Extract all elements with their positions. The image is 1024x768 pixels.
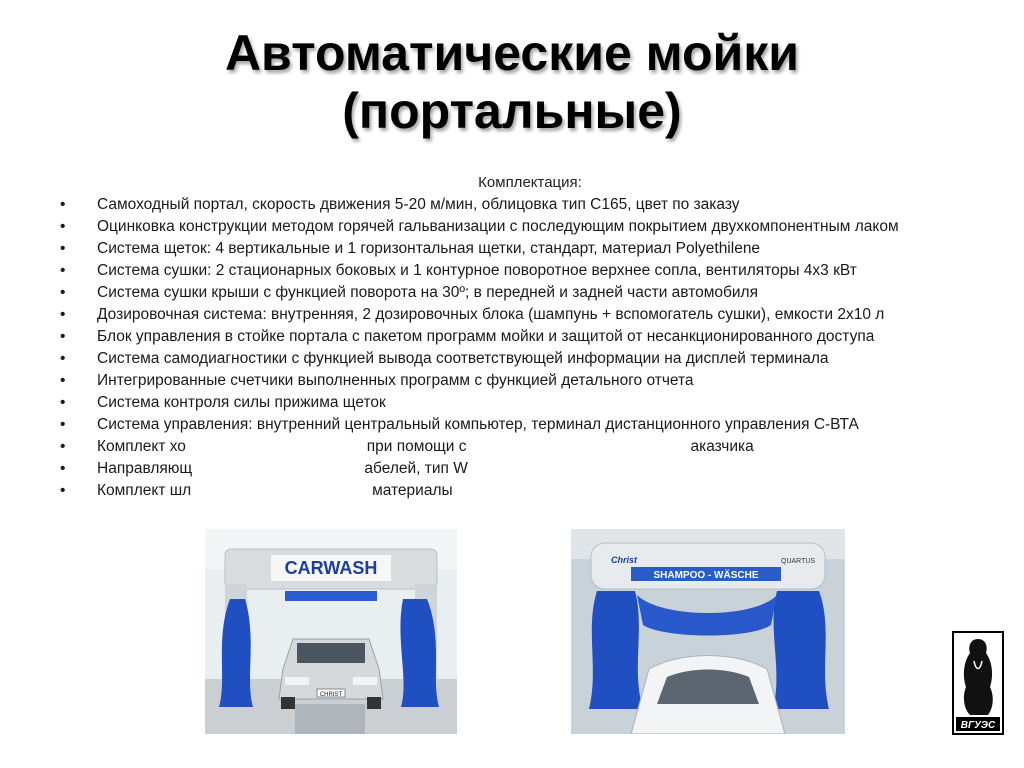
spec-item-text: Система самодиагностики с функцией вывода соответствующей информации на дисплей терминала (97, 350, 829, 367)
spec-item (56, 284, 966, 301)
bullet-icon: • (60, 438, 66, 455)
bullet-icon: • (60, 460, 66, 477)
spec-list (56, 196, 966, 504)
spec-item (56, 438, 966, 455)
spec-item-text: Самоходный портал, скорость движения 5-20 м/мин, облицовка тип С165, цвет по заказу (97, 196, 740, 213)
spec-item-text: Блок управления в стойке портала с пакетом программ мойки и защитой от несанкционированного доступа (97, 328, 875, 345)
spec-item-text: Дозировочная система: внутренняя, 2 дозировочных блока (шампунь + вспомогатель сушки), емкости 2х10 л (97, 306, 885, 323)
spec-item-text: Система контроля силы прижима щеток (97, 394, 386, 411)
carwash-sign: CARWASH (284, 558, 378, 578)
spec-item-text: Система щеток: 4 вертикальные и 1 горизонтальная щетки, стандарт, материал Polyethilene (97, 240, 761, 257)
title-line-2: (портальные) (342, 83, 682, 139)
spec-item (56, 196, 966, 213)
bullet-icon: • (60, 350, 66, 367)
subtitle: Комплектация: (478, 174, 582, 191)
spec-item (56, 394, 966, 411)
spec-item (56, 240, 966, 257)
spec-item-text: Комплект хо при помощи с аказчика (97, 438, 754, 455)
spec-item-text: Система сушки крыши с функцией поворота на 30º; в передней и задней части автомобиля (97, 284, 758, 301)
title-line-1: Автоматические мойки (224, 25, 800, 81)
spec-item-text: Направляющ абелей, тип W (97, 460, 468, 477)
license-plate: CHRIST (319, 692, 343, 698)
logo-text: ВГУЭС (960, 720, 996, 731)
slide-title (0, 24, 1024, 140)
bullet-icon: • (60, 394, 66, 411)
spec-item-text: Интегрированные счетчики выполненных программ с функцией детального отчета (97, 372, 694, 389)
spec-item (56, 482, 966, 499)
spec-item-text: Система сушки: 2 стационарных боковых и 1 контурное поворотное верхнее сопла, вентиляторы 4х3 кВт (97, 262, 857, 279)
spec-item (56, 218, 966, 235)
spec-item (56, 328, 966, 345)
bullet-icon: • (60, 416, 66, 433)
carwash-photo-left (205, 529, 457, 734)
spec-item (56, 262, 966, 279)
spec-item (56, 350, 966, 367)
carwash-photo-right (571, 529, 845, 734)
spec-item (56, 372, 966, 389)
spec-item-text: Оцинковка конструкции методом горячей гальванизации с последующим покрытием двухкомпонентным лаком (97, 218, 899, 235)
bullet-icon: • (60, 284, 66, 301)
bullet-icon: • (60, 328, 66, 345)
spec-item-text: Комплект шл материалы (97, 482, 453, 499)
bullet-icon: • (60, 196, 66, 213)
bullet-icon: • (60, 218, 66, 235)
shampoo-sign: SHAMPOO - WÄSCHE (653, 570, 759, 581)
spec-item-text: Система управления: внутренний центральный компьютер, терминал дистанционного управления С-ВТА (97, 416, 859, 433)
bullet-icon: • (60, 482, 66, 499)
spec-item (56, 306, 966, 323)
bullet-icon: • (60, 306, 66, 323)
bullet-icon: • (60, 262, 66, 279)
university-logo (952, 631, 1004, 735)
bullet-icon: • (60, 240, 66, 257)
bullet-icon: • (60, 372, 66, 389)
spec-item (56, 416, 966, 433)
spec-item (56, 460, 966, 477)
quartus-model: QUARTUS (781, 558, 816, 565)
christ-brand: Christ (611, 555, 638, 565)
